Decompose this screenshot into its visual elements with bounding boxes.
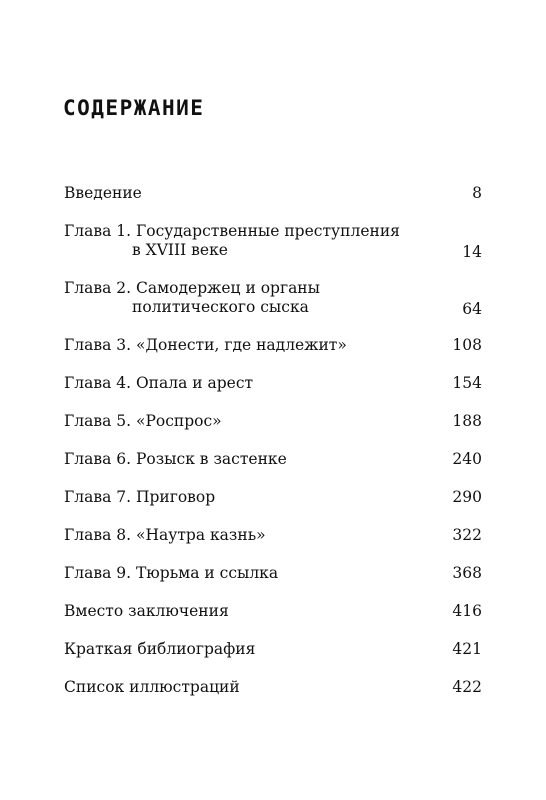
toc-entry-title-line2: политического сыска xyxy=(132,298,309,316)
toc-entry-page: 240 xyxy=(452,450,482,468)
toc-entry-conclusion xyxy=(64,602,482,621)
toc-entry-title: Глава 6. Розыск в застенке xyxy=(64,450,287,468)
toc-entry-page: 416 xyxy=(452,602,482,620)
toc-entry-chapter-7 xyxy=(64,488,482,507)
page-title: СОДЕРЖАНИЕ xyxy=(63,96,205,120)
toc-entry-page: 64 xyxy=(462,300,482,318)
toc-entry-title: Список иллюстраций xyxy=(64,678,240,696)
toc-entry-bibliography xyxy=(64,640,482,659)
toc-entry-title: Краткая библиография xyxy=(64,640,256,658)
toc-entry-title-line1 xyxy=(64,222,482,241)
toc-entry-page: 154 xyxy=(452,374,482,392)
toc-entry-page: 322 xyxy=(452,526,482,544)
toc-entry-title-part1: Государственные преступления xyxy=(135,222,400,240)
toc-entry-chapter-9 xyxy=(64,564,482,583)
toc-entry-chapter-3 xyxy=(64,336,482,355)
toc-entry-title: Вместо заключения xyxy=(64,602,229,620)
toc-entry-chapter-1 xyxy=(64,222,482,260)
toc-entry-title: Глава 9. Тюрьма и ссылка xyxy=(64,564,279,582)
toc-entry-title: Глава 7. Приговор xyxy=(64,488,216,506)
toc-entry-page: 188 xyxy=(452,412,482,430)
toc-entry-page: 108 xyxy=(452,336,482,354)
toc-entry-page: 421 xyxy=(452,640,482,658)
table-of-contents xyxy=(64,184,482,697)
toc-entry-page: 290 xyxy=(452,488,482,506)
toc-entry-label: Глава 1. xyxy=(64,222,132,240)
toc-entry-page: 14 xyxy=(462,243,482,261)
toc-entry-title-line1 xyxy=(64,279,482,298)
toc-entry-title: Глава 4. Опала и арест xyxy=(64,374,254,392)
toc-entry-label: Глава 2. xyxy=(64,279,132,297)
toc-entry-title: Глава 5. «Роспрос» xyxy=(64,412,222,430)
toc-entry-page: 422 xyxy=(452,678,482,696)
toc-entry-title: Глава 8. «Наутра казнь» xyxy=(64,526,266,544)
toc-entry-chapter-2 xyxy=(64,279,482,317)
toc-entry-chapter-8 xyxy=(64,526,482,545)
toc-entry-title-part1: Самодержец и органы xyxy=(135,279,320,297)
toc-entry-title: Глава 3. «Донести, где надлежит» xyxy=(64,336,347,354)
toc-entry-title: Введение xyxy=(64,184,142,202)
toc-entry-illustrations xyxy=(64,678,482,697)
toc-entry-page: 368 xyxy=(452,564,482,582)
toc-entry-title-line2: в XVIII веке xyxy=(132,241,228,259)
toc-entry-page: 8 xyxy=(472,184,482,202)
toc-entry-chapter-4 xyxy=(64,374,482,393)
toc-entry-introduction xyxy=(64,184,482,203)
toc-entry-chapter-5 xyxy=(64,412,482,431)
toc-entry-chapter-6 xyxy=(64,450,482,469)
